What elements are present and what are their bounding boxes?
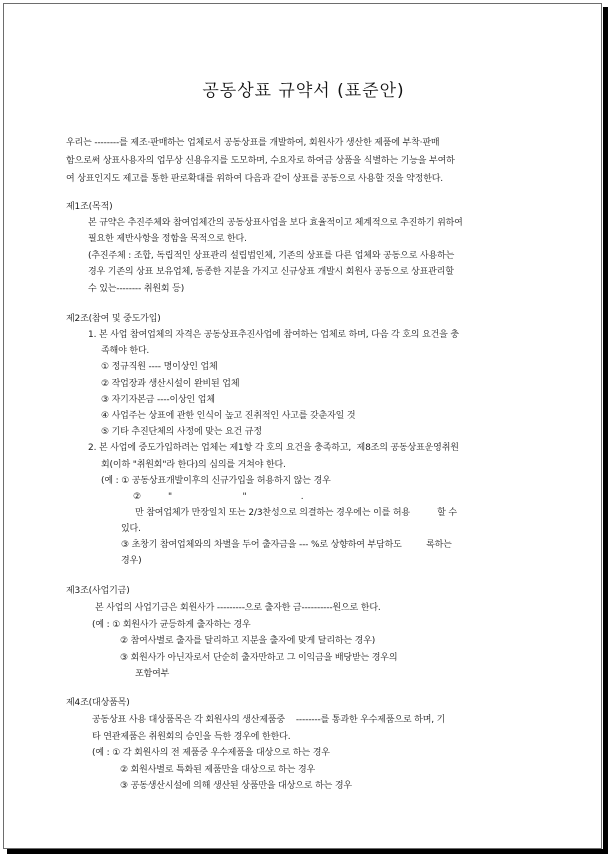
intro-line-2: 함으로써 상표사용자의 업무상 신용유지를 도모하며, 수요자로 하여금 상품을 식별하는 기능을 부여하 <box>66 156 455 166</box>
article2-line-14: ③ 초창기 참여업체와의 차별을 두어 출자금을 --- %로 상향하여 부담하도 록하는 <box>121 540 452 550</box>
page-shadow-right <box>603 7 608 851</box>
article2-line-5: ③ 자기자본금 ----이상인 업체 <box>101 395 215 405</box>
article3-line-5: 포함여부 <box>135 669 170 679</box>
document-title: 공동상표 규약서 (표준안) <box>202 81 405 101</box>
article4-heading: 제4조(대상품목) <box>66 698 130 708</box>
article3-line-1: 본 사업의 사업기금은 회원사가 ---------으로 출자한 금----------원으로 한다. <box>95 603 381 613</box>
article1-line-3: (추진주체 : 조합, 독립적인 상표관리 설립법인체, 기존의 상표를 다른 업체와 공동으로 사용하는 <box>88 251 455 261</box>
article4-line-4: ② 회원사별로 특화된 제품만을 대상으로 하는 경우 <box>120 765 316 775</box>
article1-line-4: 경우 기존의 상표 보유업체, 동종한 지분을 가지고 신규상표 개발시 회원사 공동으로 상표관리할 <box>88 267 454 277</box>
article1-heading: 제1조(목적) <box>66 202 113 212</box>
article1-line-1: 본 규약은 추진주체와 참여업체간의 공동상표사업을 보다 효율적이고 체계적으로 추진하기 위하여 <box>88 218 463 228</box>
article2-line-7: ⑤ 기타 추진단체의 사정에 맞는 요건 규정 <box>101 427 262 437</box>
article1-line-2: 필요한 제반사항을 정함을 목적으로 한다. <box>88 234 247 244</box>
intro-line-3: 여 상표인지도 제고를 통한 판로확대를 위하여 다음과 같이 상표를 공동으로 사용할 것을 약정한다. <box>66 174 444 184</box>
article2-line-10: (예 : ① 공동상표개발이후의 신규가입을 허용하지 않는 경우 <box>101 476 331 486</box>
article1-line-5: 수 있는-------- 취원회 등) <box>88 284 185 294</box>
intro-line-1: 우리는 --------를 제조·판매하는 업체로서 공동상표를 개발하여, 회원사가 생산한 제품에 부착·판매 <box>66 138 440 148</box>
article2-line-11: ② " " . <box>133 492 304 502</box>
article2-line-4: ② 작업장과 생산시설이 완비된 업체 <box>101 379 240 389</box>
article2-heading: 제2조(참여 및 중도가입) <box>66 314 161 324</box>
article2-line-3: ① 정규직원 ---- 명이상인 업체 <box>101 362 218 372</box>
document-page <box>3 3 602 849</box>
article2-line-6: ④ 사업주는 상표에 관한 인식이 높고 진취적인 사고를 갖춘자일 것 <box>101 411 356 421</box>
article2-line-9: 회(이하 "취원회"라 한다)의 심의를 거쳐야 한다. <box>101 460 286 470</box>
page-shadow-bottom <box>7 849 608 854</box>
article4-line-3: (예 : ① 각 회원사의 전 제품중 우수제품을 대상으로 하는 경우 <box>92 748 330 758</box>
article4-line-2: 타 연관제품은 취원회의 승인을 득한 경우에 한한다. <box>92 732 291 742</box>
article2-line-8: 2. 본 사업에 중도가입하려는 업체는 제1항 각 호의 요건을 충족하고, 제8조의 공동상표운영취원 <box>88 443 459 453</box>
article2-line-15: 경우) <box>121 556 142 566</box>
article2-line-2: 족해야 한다. <box>101 346 150 356</box>
article2-line-13: 있다. <box>121 524 141 534</box>
article2-line-12: 만 참여업체가 만장일치 또는 2/3찬성으로 의결하는 경우에는 이를 허용 할 수 <box>135 508 457 518</box>
article3-line-2: (예 : ① 회원사가 균등하게 출자하는 경우 <box>92 620 251 630</box>
article3-line-3: ② 참여사별로 출자를 달리하고 지분을 출자에 맞게 달리하는 경우) <box>120 636 376 646</box>
article2-line-1: 1. 본 사업 참여업체의 자격은 공동상표추진사업에 참여하는 업체로 하며, 다음 각 호의 요건을 충 <box>88 330 459 340</box>
article3-heading: 제3조(사업기금) <box>66 586 130 596</box>
article4-line-1: 공동상표 사용 대상품목은 각 회원사의 생산제품중 --------를 통과한 우수제품으로 하며, 기 <box>92 715 446 725</box>
article4-line-5: ③ 공동생산시설에 의해 생산된 상품만을 대상으로 하는 경우 <box>120 781 352 791</box>
article3-line-4: ③ 회원사가 아닌자로서 단순히 출자만하고 그 이익금을 배당받는 경우의 <box>120 653 398 663</box>
